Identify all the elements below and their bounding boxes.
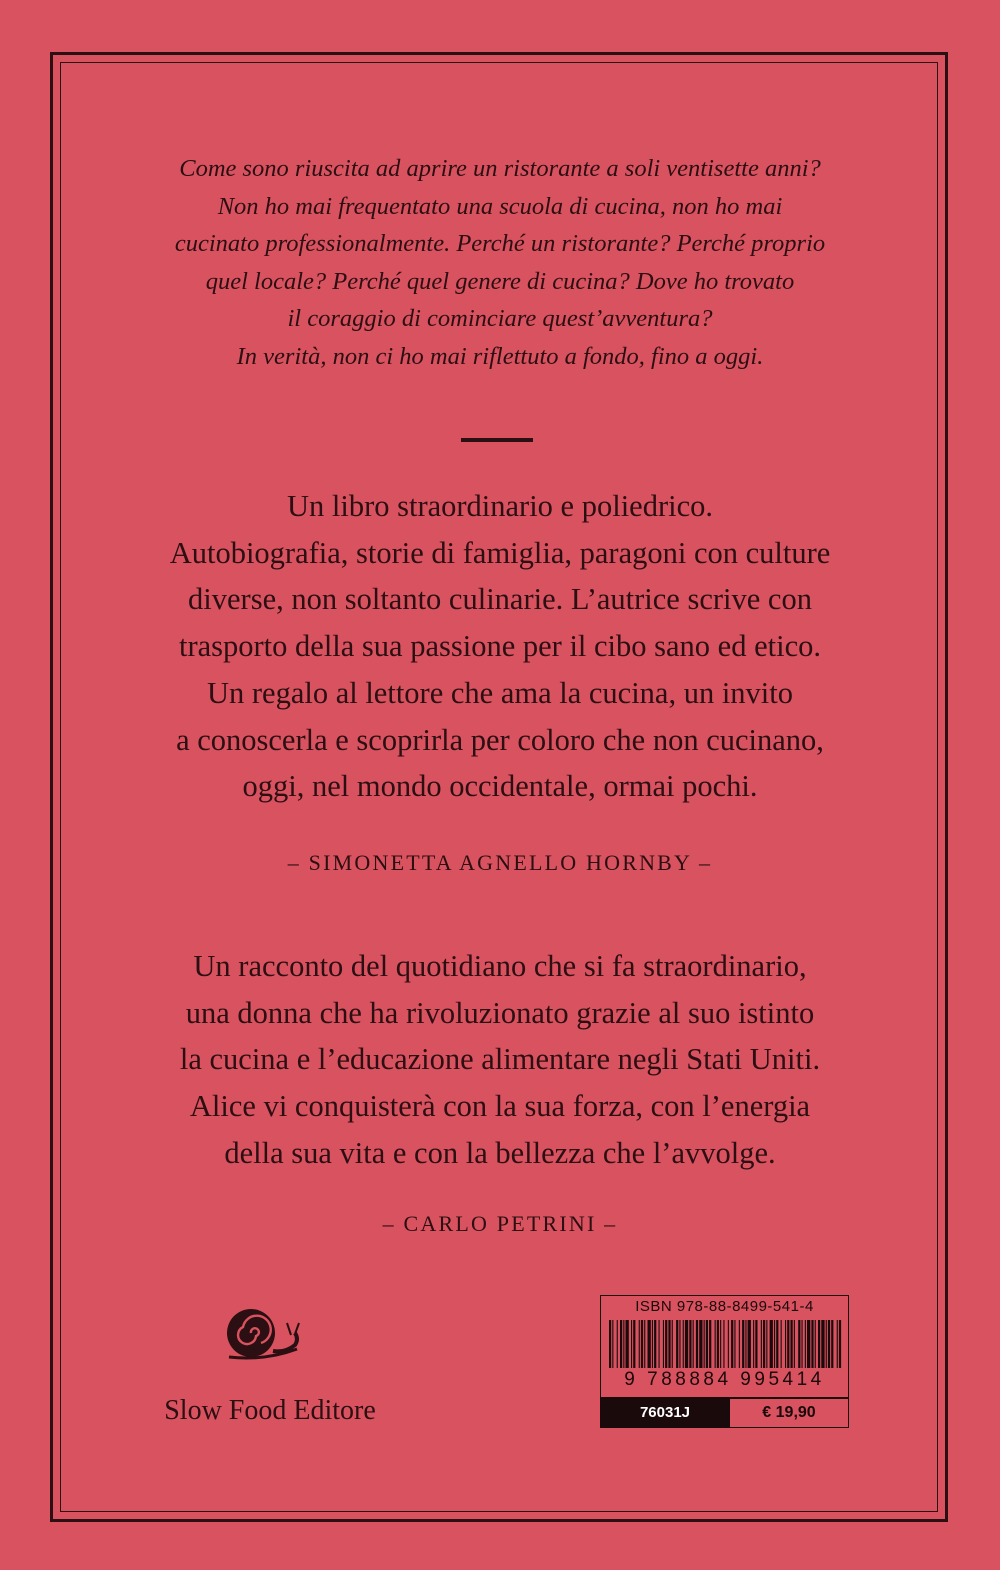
barcode-bar bbox=[763, 1320, 765, 1368]
barcode-bar bbox=[683, 1320, 684, 1368]
review-line: Un regalo al lettore che ama la cucina, un invito bbox=[206, 675, 794, 710]
opening-quote bbox=[100, 150, 900, 376]
barcode-bar bbox=[753, 1320, 754, 1368]
barcode-digits: 9 788884 995414 bbox=[624, 1369, 825, 1390]
barcode-bar bbox=[679, 1320, 680, 1368]
review-line: Un racconto del quotidiano che si fa straordinario, bbox=[193, 949, 807, 983]
snail-icon bbox=[225, 1303, 305, 1367]
publisher-name: Slow Food Editore bbox=[164, 1395, 376, 1426]
barcode-bar bbox=[805, 1320, 806, 1368]
barcode-bar bbox=[828, 1320, 830, 1368]
barcode-bar bbox=[761, 1320, 762, 1368]
barcode-bar bbox=[748, 1320, 751, 1368]
barcode-bar bbox=[715, 1320, 716, 1368]
barcode-bar bbox=[755, 1320, 757, 1368]
review-line: trasporto della sua passione per il cibo sano ed etico. bbox=[178, 629, 821, 664]
barcode-bar bbox=[815, 1320, 816, 1368]
quote-line: quel locale? Perché quel genere di cucina? Dove ho trovato bbox=[205, 267, 795, 295]
price-tag: € 19,90 bbox=[729, 1398, 848, 1427]
barcode-bar bbox=[794, 1320, 795, 1368]
barcode-bar bbox=[693, 1320, 694, 1368]
barcode-bar bbox=[776, 1320, 778, 1368]
barcode-bar bbox=[745, 1320, 746, 1368]
quote-line: il coraggio di cominciare quest’avventura? bbox=[287, 305, 713, 333]
isbn-label: ISBN 978-88-8499-541-4 bbox=[635, 1298, 814, 1315]
barcode-bar bbox=[639, 1320, 640, 1368]
barcode-bar bbox=[717, 1320, 719, 1368]
barcode-bar bbox=[766, 1320, 767, 1368]
barcode-bar bbox=[696, 1320, 698, 1368]
barcode-bar bbox=[811, 1320, 813, 1368]
review-line: la cucina e l’educazione alimentare negli Stati Uniti. bbox=[179, 1042, 821, 1077]
barcode-bar bbox=[652, 1320, 653, 1368]
barcode-bar bbox=[648, 1320, 651, 1368]
review-line: una donna che ha rivoluzionato grazie al suo istinto bbox=[185, 995, 815, 1030]
barcode-bar bbox=[831, 1320, 833, 1368]
barcode-bar bbox=[802, 1320, 803, 1368]
barcode-bar bbox=[739, 1320, 740, 1368]
barcode-bar bbox=[706, 1320, 708, 1368]
review-line: Un libro straordinario e poliedrico. bbox=[286, 489, 714, 523]
barcode-bar bbox=[774, 1320, 775, 1368]
review-author-hornby: – SIMONETTA AGNELLO HORNBY – bbox=[287, 850, 713, 875]
review-line: Alice vi conquisterà con la sua forza, con l’energia bbox=[189, 1089, 811, 1124]
quote-line: Come sono riuscita ad aprire un ristorante a soli ventisette anni? bbox=[179, 155, 821, 182]
review-line: oggi, nel mondo occidentale, ormai pochi. bbox=[242, 769, 758, 804]
barcode-bar bbox=[781, 1320, 782, 1368]
barcode-bar bbox=[728, 1320, 729, 1368]
quote-line: cucinato professionalmente. Perché un ristorante? Perché proprio bbox=[174, 230, 826, 258]
barcode-bar bbox=[704, 1320, 705, 1368]
barcode-bar bbox=[659, 1320, 660, 1368]
barcode-bar bbox=[785, 1320, 786, 1368]
barcode-bar bbox=[821, 1320, 824, 1368]
barcode-bar bbox=[617, 1320, 618, 1368]
barcode-bar bbox=[665, 1320, 667, 1368]
barcode-bar bbox=[676, 1320, 678, 1368]
barcode-bar bbox=[826, 1320, 827, 1368]
barcode-bar bbox=[633, 1320, 635, 1368]
barcode-block bbox=[600, 1295, 849, 1428]
barcode-bar bbox=[791, 1320, 793, 1368]
barcode-bar bbox=[770, 1320, 773, 1368]
quote-line: In verità, non ci ho mai riflettuto a fondo, fino a oggi. bbox=[236, 342, 764, 370]
barcode-bar bbox=[668, 1320, 670, 1368]
barcode-bar bbox=[612, 1320, 613, 1368]
barcode-bar bbox=[837, 1320, 838, 1368]
barcode-bar bbox=[839, 1320, 841, 1368]
product-code: 76031J bbox=[601, 1398, 729, 1427]
barcode-bar bbox=[798, 1320, 800, 1368]
review-line: a conoscerla e scoprirla per coloro che non cucinano, bbox=[176, 722, 824, 757]
barcode-bar bbox=[644, 1320, 645, 1368]
barcode-bar bbox=[742, 1320, 744, 1368]
barcode-bar bbox=[709, 1320, 711, 1368]
barcode-bar bbox=[685, 1320, 688, 1368]
barcode-bar bbox=[609, 1320, 611, 1368]
review-petrini bbox=[80, 943, 920, 1177]
barcode-bar bbox=[663, 1320, 664, 1368]
barcode-bar bbox=[623, 1320, 624, 1368]
review-line: Autobiografia, storie di famiglia, paragoni con culture bbox=[169, 535, 831, 570]
barcode-bar bbox=[699, 1320, 702, 1368]
barcode-bar bbox=[734, 1320, 735, 1368]
barcode-bar bbox=[654, 1320, 656, 1368]
barcode-bar bbox=[631, 1320, 632, 1368]
publisher-block bbox=[140, 1300, 400, 1430]
barcode-bar bbox=[641, 1320, 643, 1368]
barcode-bar bbox=[818, 1320, 820, 1368]
review-line: diverse, non soltanto culinarie. L’autrice scrive con bbox=[188, 582, 812, 617]
barcode-bar bbox=[672, 1320, 673, 1368]
review-line: della sua vita e con la bellezza che l’avvolge. bbox=[224, 1135, 776, 1170]
section-divider bbox=[461, 438, 533, 442]
barcode-bar bbox=[689, 1320, 691, 1368]
review-author-petrini: – CARLO PETRINI – bbox=[382, 1211, 618, 1236]
barcode-bar bbox=[731, 1320, 733, 1368]
review-hornby bbox=[80, 483, 920, 810]
barcode-bar bbox=[723, 1320, 724, 1368]
barcode-bar bbox=[787, 1320, 789, 1368]
barcode-bar bbox=[807, 1320, 810, 1368]
barcode-bar bbox=[720, 1320, 721, 1368]
barcode-bar bbox=[620, 1320, 622, 1368]
barcode-bar bbox=[626, 1320, 629, 1368]
quote-line: Non ho mai frequentato una scuola di cucina, non ho mai bbox=[217, 192, 783, 220]
